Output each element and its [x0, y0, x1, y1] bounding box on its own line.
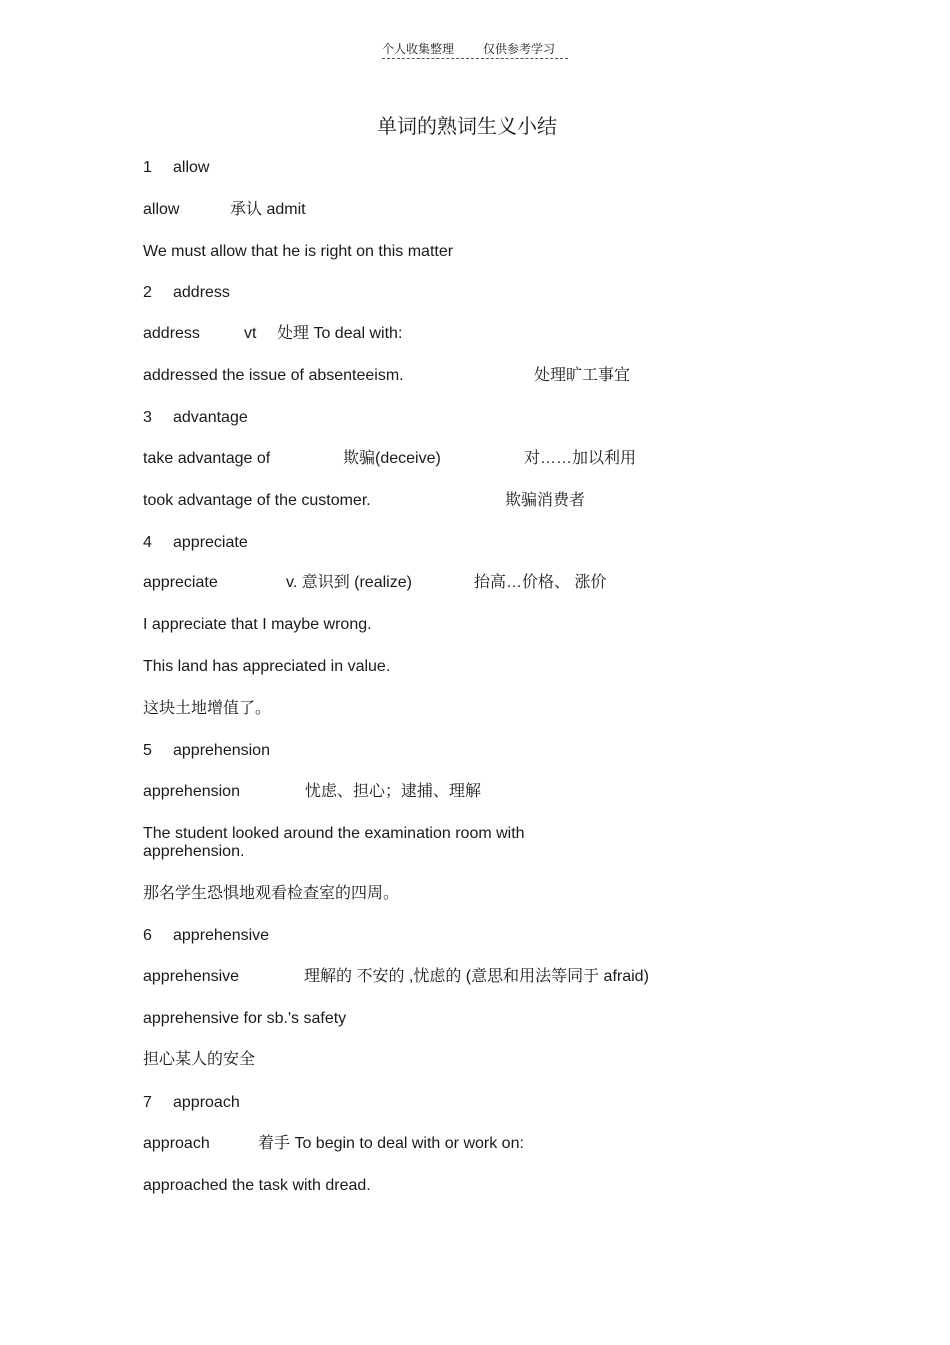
definition-word: take advantage of [143, 450, 271, 467]
entry-number: 7 [143, 1094, 152, 1111]
definition-text: 欺骗(deceive) [343, 450, 441, 467]
definition-text: v. 意识到 (realize) [286, 574, 412, 591]
definition-word: apprehensive [143, 968, 240, 985]
example-sentence: apprehensive for sb.'s safety [143, 1010, 347, 1027]
example-sentence: took advantage of the customer. [143, 492, 371, 509]
entry-word: address [173, 284, 230, 301]
entry-word: appreciate [173, 534, 248, 551]
entry-word: apprehensive [173, 927, 270, 944]
entry-word: approach [173, 1094, 240, 1111]
entry-number: 1 [143, 159, 152, 176]
header-right-text: 仅供参考学习 [483, 42, 556, 56]
example-translation: 那名学生恐惧地观看检查室的四周。 [143, 885, 400, 902]
entry-word: advantage [173, 409, 248, 426]
example-translation: 处理旷工事宜 [534, 367, 631, 384]
entry-word: allow [173, 159, 210, 176]
example-sentence: addressed the issue of absenteeism. [143, 367, 404, 384]
page-header [382, 40, 568, 59]
definition-word: allow [143, 201, 180, 218]
definition-word: approach [143, 1135, 210, 1152]
entry-number: 3 [143, 409, 152, 426]
definition-word: appreciate [143, 574, 218, 591]
definition-text: 着手 To begin to deal with or work on: [258, 1135, 524, 1152]
example-sentence: approached the task with dread. [143, 1177, 371, 1194]
definition-text: 理解的 不安的 ,忧虑的 (意思和用法等同于 afraid) [304, 968, 649, 985]
document-title: 单词的熟词生义小结 [377, 114, 557, 138]
header-left-text: 个人收集整理 [382, 42, 455, 56]
example-translation: 这块土地增值了。 [143, 700, 272, 717]
definition-text-2: 对……加以利用 [524, 450, 637, 467]
entry-number: 6 [143, 927, 152, 944]
entry-number: 5 [143, 742, 152, 759]
example-translation: 担心某人的安全 [143, 1051, 256, 1068]
part-of-speech: vt [244, 325, 257, 342]
example-sentence: We must allow that he is right on this matter [143, 243, 454, 260]
example-sentence: The student looked around the examination room with apprehension. [143, 825, 525, 860]
definition-text-2: 抬高…价格、 涨价 [474, 574, 607, 591]
definition-text: 忧虑、担心；逮捕、理解 [305, 783, 482, 800]
entry-number: 4 [143, 534, 152, 551]
entry-word: apprehension [173, 742, 270, 759]
entry-number: 2 [143, 284, 152, 301]
definition-text: 处理 To deal with: [277, 325, 403, 342]
definition-word: apprehension [143, 783, 240, 800]
definition-word: address [143, 325, 200, 342]
example-sentence: This land has appreciated in value. [143, 658, 391, 675]
definition-text: 承认 admit [230, 201, 306, 218]
example-sentence: I appreciate that I maybe wrong. [143, 616, 372, 633]
example-translation: 欺骗消费者 [505, 492, 586, 509]
